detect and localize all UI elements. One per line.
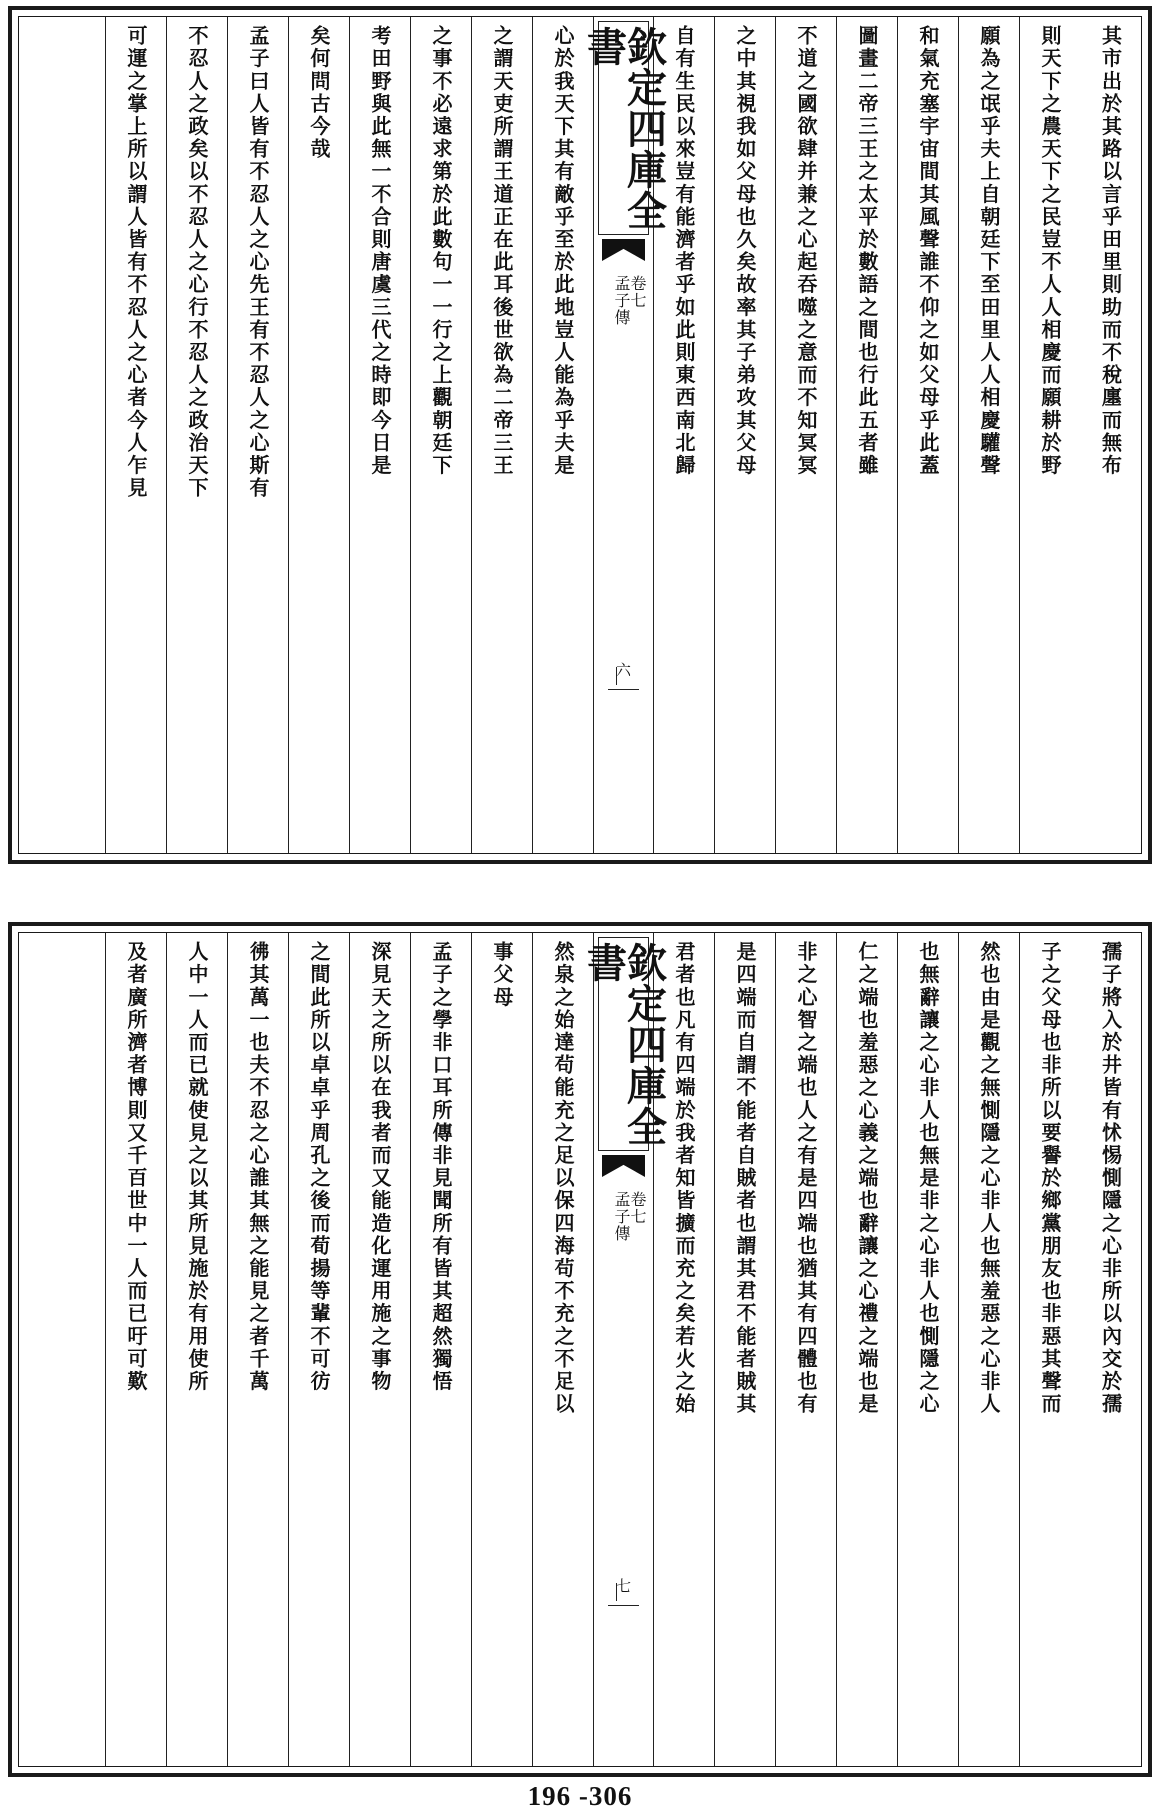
folio-underline [608, 689, 639, 690]
text-column: 孟子之學非口耳所傳非見聞所有皆其超然獨悟 [410, 933, 471, 1766]
text-column: 深見天之所以在我者而又能造化運用施之事物 [349, 933, 410, 1766]
book-subtitle [613, 275, 645, 326]
text-column: 之事不必遠求第於此數句一一行之上觀朝廷下 [410, 17, 471, 853]
text-column: 事父母 [471, 933, 532, 1766]
text-column: 仁之端也羞惡之心義之端也辭讓之心禮之端也是 [836, 933, 897, 1766]
text-column: 彿其萬一也夫不忍之心誰其無之能見之者千萬 [227, 933, 288, 1766]
text-column: 君者也凡有四端於我者知皆擴而充之矣若火之始 [653, 933, 714, 1766]
fishtail-mark [602, 239, 645, 261]
book-header: 欽定四庫全書 [598, 937, 649, 1151]
text-column: 則天下之農天下之民豈不人人相慶而願耕於野 [1019, 17, 1080, 853]
side-title: 孟子傳 [612, 275, 631, 326]
folio-number: 七 [615, 1577, 631, 1595]
text-columns [19, 17, 1141, 853]
text-column: 及者廣所濟者博則又千百世中一人而已吁可歎 [105, 933, 166, 1766]
volume-label: 卷七 [628, 1191, 647, 1225]
document-page-1 [8, 6, 1152, 864]
side-title: 孟子傳 [612, 1191, 631, 1242]
page-number: 196 -306 [527, 1781, 633, 1811]
text-column: 心於我天下其有敵乎至於此地豈人能為乎夫是 [532, 17, 593, 853]
document-page-2 [8, 922, 1152, 1777]
text-column: 之中其視我如父母也久矣故率其子弟攻其父母 [714, 17, 775, 853]
text-column: 非之心智之端也人之有是四端也猶其有四體也有 [775, 933, 836, 1766]
book-subtitle [613, 1191, 645, 1242]
text-column: 然也由是觀之無惻隱之心非人也無羞惡之心非人 [958, 933, 1019, 1766]
text-column: 孺子將入於井皆有怵惕惻隱之心非所以內交於孺 [1098, 941, 1123, 1416]
text-column: 願為之氓乎夫上自朝廷下至田里人人相慶驩聲 [958, 17, 1019, 853]
text-column: 圖畫二帝三王之太平於數語之間也行此五者雖 [836, 17, 897, 853]
text-column: 不忍人之政矣以不忍人之心行不忍人之政治天下 [166, 17, 227, 853]
text-column: 之謂天吏所謂王道正在此耳後世欲為二帝三王 [471, 17, 532, 853]
folio-number: 六 [615, 661, 631, 679]
text-column: 考田野與此無一不合則唐虞三代之時即今日是 [349, 17, 410, 853]
text-column: 孟子曰人皆有不忍人之心先王有不忍人之心斯有 [227, 17, 288, 853]
text-columns [19, 933, 1141, 1766]
page-frame [18, 16, 1142, 854]
text-column: 子之父母也非所以要譽於鄉黨朋友也非惡其聲而 [1019, 933, 1080, 1766]
text-column: 和氣充塞宇宙間其風聲誰不仰之如父母乎此蓋 [897, 17, 958, 853]
text-column: 其市出於其路以言乎田里則助而不稅廛而無布 [1098, 25, 1123, 477]
text-column: 自有生民以來豈有能濟者乎如此則東西南北歸 [653, 17, 714, 853]
text-column: 是四端而自謂不能者自賊者也謂其君不能者賊其 [714, 933, 775, 1766]
folio-underline [608, 1605, 639, 1606]
text-column: 人中一人而已就使見之以其所見施於有用使所 [166, 933, 227, 1766]
volume-label: 卷七 [628, 275, 647, 309]
page-frame [18, 932, 1142, 1767]
center-fold [580, 17, 668, 853]
fishtail-mark [602, 1155, 645, 1177]
book-header: 欽定四庫全書 [598, 21, 649, 235]
text-column: 然泉之始達茍能充之足以保四海茍不充之不足以 [532, 933, 593, 1766]
text-column: 之間此所以卓卓乎周孔之後而荀揚等輩不可彷 [288, 933, 349, 1766]
center-fold [580, 933, 668, 1766]
text-column: 也無辭讓之心非人也無是非之心非人也惻隱之心 [897, 933, 958, 1766]
text-column: 可運之掌上所以謂人皆有不忍人之心者今人乍見 [105, 17, 166, 853]
text-column: 不道之國欲肆并兼之心起吞噬之意而不知冥冥 [775, 17, 836, 853]
text-column: 矣何問古今哉 [288, 17, 349, 853]
